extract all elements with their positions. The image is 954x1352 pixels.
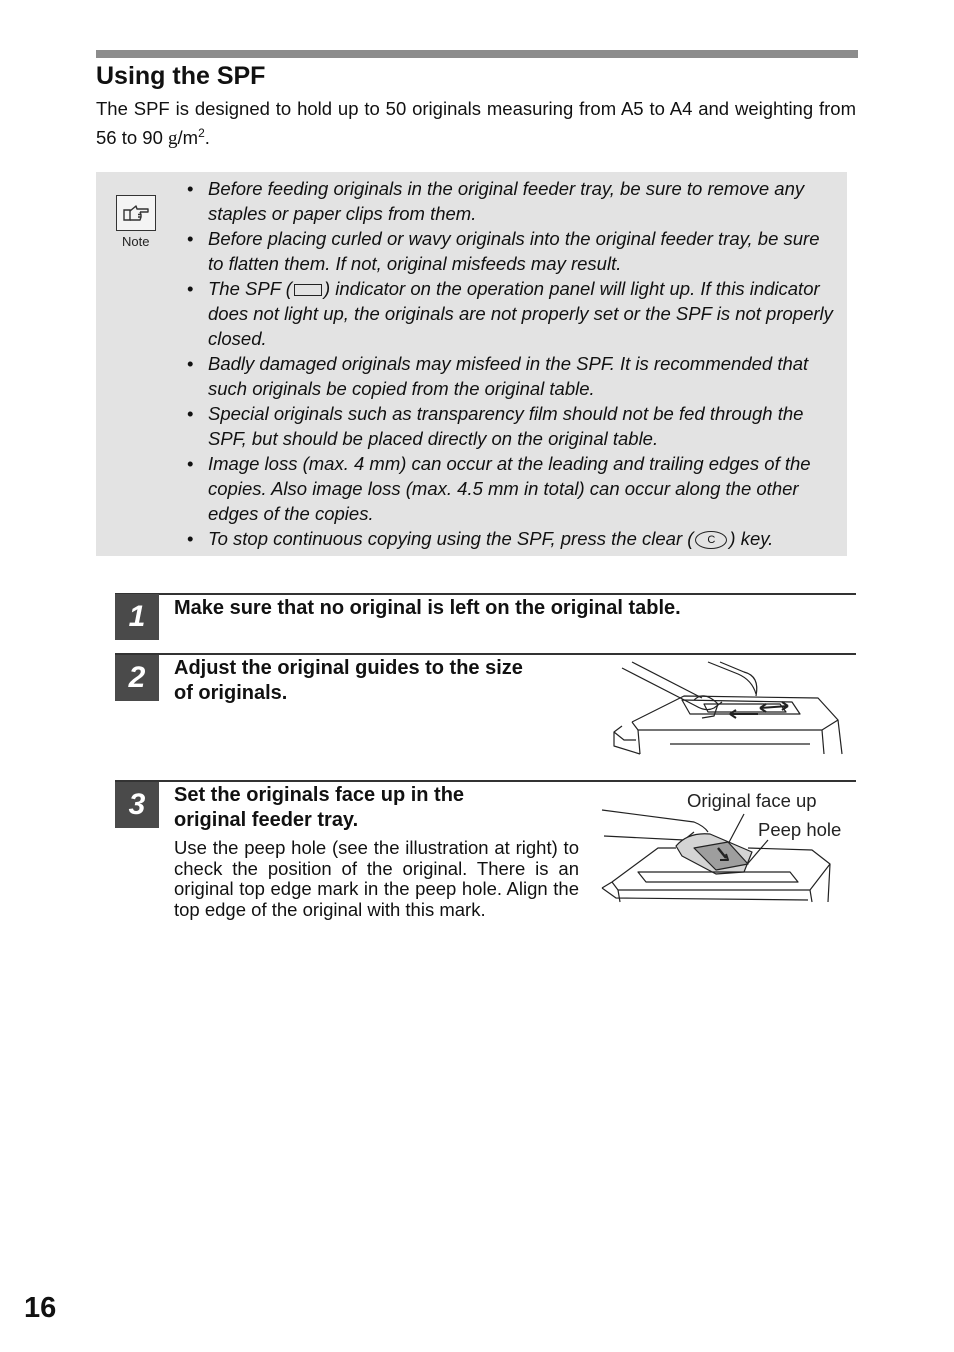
- intro-text: The SPF is designed to hold up to 50 originals measuring from A5 to A4 and weighting from 56 to 90: [96, 98, 856, 149]
- note-label: Note: [122, 234, 150, 249]
- note-item: [184, 526, 834, 551]
- intro-unit-m: /m: [177, 127, 199, 149]
- adjust-guides-illustration: [610, 660, 846, 756]
- step-1-rule: [115, 593, 856, 595]
- note-item: [184, 276, 834, 351]
- clear-key-icon: C: [695, 531, 727, 549]
- spf-indicator-icon: [294, 284, 322, 296]
- section-title: Using the SPF: [96, 62, 266, 90]
- intro-unit-g: g: [168, 128, 178, 150]
- step-2-heading: [174, 656, 523, 706]
- step-1-number: 1: [115, 594, 159, 640]
- note-item: • Special originals such as transparency film should not be fed through the SPF, but should be placed directly on the original table.: [184, 401, 834, 451]
- note-item-text: To stop continuous copying using the SPF, press the clear (: [208, 528, 694, 549]
- intro-end: .: [204, 127, 210, 149]
- note-box: [96, 172, 847, 556]
- callout-original-face-up: Original face up: [687, 790, 817, 811]
- step-2-rule: [115, 653, 856, 655]
- note-item: • Image loss (max. 4 mm) can occur at the leading and trailing edges of the copies. Also image loss (max. 4.5 mm in total) can occur along the other edges of the copies.: [184, 451, 834, 526]
- step-3-rule: [115, 780, 856, 782]
- note-item-text: ) key.: [729, 528, 774, 549]
- note-list: [184, 176, 834, 551]
- section-top-rule: [96, 50, 858, 58]
- intro-paragraph: [96, 96, 856, 151]
- note-item: • Before placing curled or wavy originals into the original feeder tray, be sure to flatten them. If not, original misfeeds may result.: [184, 226, 834, 276]
- step-2-heading-line: Adjust the original guides to the size: [174, 657, 523, 679]
- note-item-text: The SPF (: [208, 278, 292, 299]
- note-item-text: ) indicator on the operation panel will light up. If this indicator does not light up, the originals are not properly set or the SPF is not properly closed.: [208, 278, 833, 349]
- step-3-number: 3: [115, 782, 159, 828]
- note-item: • Badly damaged originals may misfeed in the SPF. It is recommended that such originals be copied from the original table.: [184, 351, 834, 401]
- page-number: 16: [24, 1292, 57, 1324]
- note-item: • Before feeding originals in the original feeder tray, be sure to remove any staples or paper clips from them.: [184, 176, 834, 226]
- set-originals-illustration: [598, 808, 834, 904]
- intro-unit-sup: 2: [198, 126, 205, 140]
- step-2-number: 2: [115, 655, 159, 701]
- step-3-heading: [174, 783, 464, 833]
- step-3-body: Use the peep hole (see the illustration at right) to check the position of the original. There is an original top edge mark in the peep hole. Align the top edge of the original with this mark.: [174, 837, 579, 920]
- callout-peep-hole: Peep hole: [758, 819, 842, 840]
- step-3-heading-line: original feeder tray.: [174, 809, 359, 831]
- step-3-heading-line: Set the originals face up in the: [174, 784, 465, 806]
- step-1-heading: Make sure that no original is left on the original table.: [174, 597, 681, 619]
- pointing-hand-icon: [116, 195, 156, 231]
- step-2-heading-line: of originals.: [174, 682, 288, 704]
